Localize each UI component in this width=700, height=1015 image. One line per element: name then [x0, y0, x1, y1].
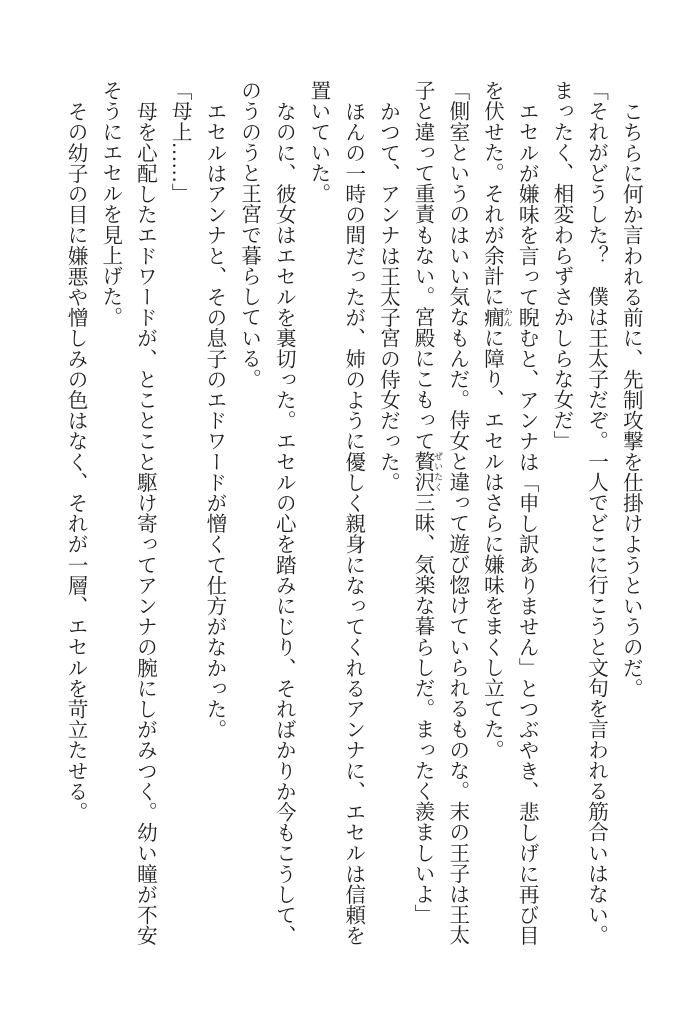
ruby-annotation [480, 306, 513, 328]
text-column-3: まったく、相変わらずさかしらな女だ」 [549, 80, 572, 451]
text-column-16: そうにエセルを見上げた。 [98, 80, 121, 328]
text-column-10: 置いていた。 [306, 80, 329, 204]
ruby-base: 贅沢 [411, 450, 434, 493]
text-segment-after: に障り、エセルはさらに嫌味をまくし立てた。 [480, 327, 503, 760]
text-column-13: エセルはアンナと、その息子のエドワードが憎くて仕方がなかった。 [202, 100, 225, 740]
text-column-5 [481, 80, 513, 760]
text-column-11: なのに、彼女はエセルを裏切った。エセルの心を踏みにじり、そればかりか今もこうして、 [272, 100, 295, 946]
ruby-base: 癇 [480, 306, 503, 328]
text-column-2: 「それがどうした？ 僕は王太子だぞ。一人でどこに行こうと文句を言われる筋合いはない。 [584, 80, 607, 946]
text-segment-after: 三昧、気楽な暮らしだ。まったく羨ましいよ」 [411, 492, 434, 925]
ruby-annotation [411, 450, 444, 493]
text-column-15: 母を心配したエドワードが、とことこと駆け寄ってアンナの腕にしがみつく。幼い瞳が不安 [133, 100, 156, 946]
ruby-reading: ぜいたく [433, 450, 444, 492]
text-column-4: エセルが嫌味を言って睨むと、アンナは「申し訳ありません」とつぶやき、悲しげに再び目 [515, 100, 538, 946]
text-segment-before: を伏せた。それが余計に [480, 80, 503, 307]
text-column-6: 「側室というのはいい気なもんだ。侍女と違って遊び惚けていられるものな。末の王子は王太 [445, 80, 468, 946]
text-column-9: ほんの一時の間だったが、姉のように優しく親身になってくれるアンナに、エセルは信頼を [341, 100, 364, 946]
text-segment-before: 子と違って重責もない。宮殿にこもって [411, 80, 434, 451]
text-column-17: その幼子の目に嫌悪や憎しみの色はなく、それが一層、エセルを苛立たせる。 [64, 100, 87, 822]
text-column-8: かつて、アンナは王太子宮の侍女だった。 [376, 100, 399, 492]
text-column-7 [412, 80, 444, 925]
text-column-14: 「母上……」 [168, 80, 191, 204]
text-column-12: のうのうと王宮で暮らしている。 [237, 80, 260, 389]
text-column-1: こちらに何か言われる前に、先制攻撃を仕掛けようというのだ。 [619, 100, 642, 698]
ruby-reading: かん [502, 306, 513, 328]
